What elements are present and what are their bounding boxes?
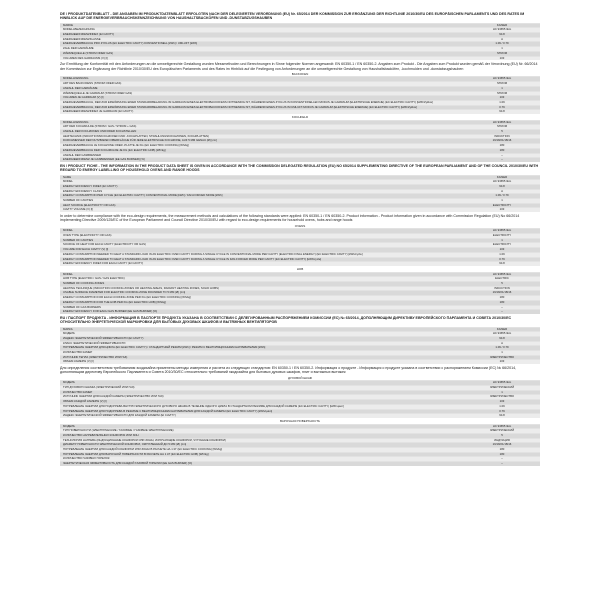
spec-value: 1 [501, 46, 503, 51]
table-title: ДУХОВОЙ ШКАФ [287, 375, 313, 380]
spec-label: ENERGIEVERBRAUCH, DER ZUR ERWÄRMUNG EINER STANDARDBELADUNG IM GARRAUM EINES ELEKTROBACKOFENS NOTWENDIG IST, WÄHREND EINES ZYKLUS IM UMLUFT-MODUS JE GARRAUM (ELEKTRISCHE ENERGIE) (EC ELECTRIC CAVITY) [kWh/Zyklus] [63, 104, 417, 109]
spec-label: HOB TYPE (ELECTRIC / GAS / GAS ELECTRIC) [63, 276, 125, 281]
spec-label: ИНДЕКС ЭНЕРГЕТИЧЕСКОЙ ЭФФЕКТИВНОСТИ ДЛЯ КАЖДОЙ КАМЕРЫ (EI CAVITY) [63, 413, 176, 418]
spec-label: ПОТРЕБЛЕНИЕ ЭНЕРГИИ ДЛЯ ЦИКЛА (EC ELECTRIC CAVITY) / СТАНДАРТНЫЙ РЕЖИМ [kWh] / РЕЖИМ С ВЕНТИЛЯЦИОННЫМ НАГРЕВАТЕЛЕМ [kWh] [63, 345, 266, 350]
spec-value: HC 93655 IEm [492, 76, 512, 81]
spec-label: NAME [63, 174, 72, 179]
spec-label: SOURCE OF HEAT FOR EACH CAVITY (ELECTRICITY OR GAS) [63, 242, 146, 247]
section-heading: EN / PRODUCT FICHE - THE INFORMATION IN THE PRODUCT DATA SHEET IS GIVEN IN ACCORDANCE WITH THE COMMISSION DELEGATED REGULATION (EU) NO 65/2014 SUPPLEMENTING DIRECTIVE OF THE EUROPEAN PARLIAMENT AND OF THE COUNCIL 2010/30/EU WITH REGARD TO ENERGY LABELLING OF HOUSEHOLD OVENS AND RANGE HOODS [60, 163, 539, 173]
spec-label: MODEL [63, 271, 73, 276]
spec-row [60, 51, 540, 56]
spec-value: STROM [496, 90, 508, 95]
spec-table [60, 272, 540, 314]
spec-row [60, 309, 540, 314]
spec-label: ZAHL DER GARRÄUME [63, 46, 94, 51]
table-title: KOCHFELD [291, 115, 309, 120]
spec-row [60, 433, 540, 438]
spec-label: МАРКА [63, 326, 73, 331]
spec-row [60, 23, 540, 28]
table-title: ВАРОЧНАЯ ПОВЕРХНОСТЬ [280, 418, 320, 423]
spec-row [60, 157, 540, 162]
spec-label: VOLUMEN DES GARRAUMS (V) [l] [63, 55, 108, 60]
spec-value: ELECTRICITY [492, 233, 512, 238]
spec-label: NUMBER OF GAS BURNERS [63, 304, 101, 309]
spec-value: A [501, 340, 503, 345]
spec-row [60, 207, 540, 212]
section-heading: DE / PRODUKTDATENBLATT - DIE ANGABEN IM PRODUKTDATENBLATT ERFOLGTEN NACH DER DELEGIERTEN VERORDNUNG (EU) Nr. 65/2014 DER KOMMISSION ZUR ERGÄNZUNG DER RICHTLINIE 2010/30/EU DES EUROPÄISCHEN PARLAMENTS UND DES RATES IM HINBLICK AUF DIE ENERGIEVERBRAUCHSKENNZEICHNUNG VON HAUSHALTSBACKÖFEN UND -DUNSTABZUGSHAUBEN [60, 12, 525, 21]
spec-row [60, 81, 540, 86]
spec-label: VOLUMEN JE GARRAUM (V) [l] [63, 95, 104, 100]
spec-label: ENERGIEVERBRAUCH DER KOCHMULDE JE KG (EC ELECTRIC HOB) [Wh/kg] [63, 147, 166, 152]
spec-label: ENERGY EFFICIENCY CLASS [63, 188, 103, 193]
spec-label: ENERGIEVERBRAUCH PRO ZYKLUS (EC ELECTRIC CAVITY) KONVENTIONELL [kWh] / UMLUFT [kWh] [63, 41, 198, 46]
spec-label: ANZAHL DER KOCHZONEN UND/ODER KOCHSTELLEN [63, 129, 137, 134]
spec-value: 180 [499, 299, 505, 304]
spec-value: 1.09 / 0.79 [495, 345, 509, 350]
spec-value: HC 93655 IEm [492, 179, 512, 184]
spec-value: 0.79 [499, 104, 505, 109]
spec-value: ЭЛЕКТРИЧЕСТВО [489, 354, 515, 359]
spec-row [60, 86, 540, 91]
spec-row [60, 27, 540, 32]
spec-value: 94.8 [499, 32, 505, 36]
spec-label: ПОТРЕБЛЕНИЕ ЭНЕРГИИ ДЛЯ ПОДОГРЕВА ВНУТРИ ЭЛЕКТРИЧЕСКОГО ДУХОВОГО ШКАФА В ТЕЧЕНИЕ ОДНОГО ЦИКЛА В СТАНДАРТНОМ РЕЖИМЕ ДЛЯ КАЖДОЙ КАМЕРЫ (EC ELECTRIC CAVITY) [kWh/цикл] [63, 403, 344, 408]
spec-row [60, 394, 540, 399]
spec-label: ART DER KOCHMULDE (STROM / GAS / STROM + GAS) [63, 124, 137, 129]
spec-label: WÄRMEQUELLE JE GARRAUM (STROM ODER GAS) [63, 90, 133, 95]
spec-table [60, 424, 540, 466]
spec-value: KAISER [496, 22, 508, 27]
spec-value: HC 93655 IEm [492, 27, 512, 32]
spec-value: 16/18/21/18/16 [492, 442, 512, 447]
spec-value: 1 [501, 389, 503, 394]
spec-label: ENERGY CONSUMPTION FOR THE HOB PER KG (EC ELECTRIC HOB) [Wh/kg] [63, 299, 166, 304]
spec-table [60, 327, 540, 365]
spec-value: 1 [501, 237, 503, 242]
spec-row [60, 100, 540, 105]
spec-row [60, 91, 540, 96]
spec-row [60, 46, 540, 51]
spec-label: ЭНЕРГЕТИЧЕСКАЯ ЭФФЕКТИВНОСТЬ ДЛЯ КАЖДОЙ ГАЗОВОЙ ГОРЕЛКИ (EE GAS BURNER) [%] [63, 461, 193, 466]
spec-row [60, 345, 540, 350]
spec-row [60, 76, 540, 81]
spec-value: 94.8 [499, 413, 505, 418]
spec-label: ОБЪЕМ КАЖДОЙ КАМЕРЫ (V) [l] [63, 399, 107, 404]
spec-value: A [501, 188, 503, 193]
spec-value: 180 [499, 295, 505, 300]
spec-value: STROM [496, 124, 508, 129]
spec-label: ANZAHL DER GASBRENNER [63, 152, 101, 157]
spec-value: HC 93655 IEm [492, 380, 512, 385]
spec-row [60, 336, 540, 341]
spec-label: WÄRMEQUELLE (STROM ODER GAS) [63, 50, 114, 55]
spec-value: 103 [499, 359, 505, 364]
spec-table [60, 228, 540, 266]
spec-value: 5 [501, 280, 503, 285]
spec-label: ENERGIEVERBRAUCH JE KOCHZONE ODER -PLATTE JE KG (EC ELECTRIC COOKING) [Wh/kg] [63, 143, 189, 148]
spec-value: 94.8 [499, 183, 505, 188]
spec-value: 180 [499, 147, 505, 152]
spec-table [60, 23, 540, 61]
spec-value: 1.09 [499, 403, 505, 408]
spec-value: ИНДУКЦИЯ [494, 437, 510, 442]
spec-row [60, 413, 540, 418]
spec-value: HC 93655 IEm [492, 119, 512, 124]
spec-label: ИСТОЧНИК ТЕПЛА (ЭЛЕКТРИЧЕСТВО ИЛИ ГАЗ) [63, 354, 128, 359]
table-title: BACKOFEN [291, 71, 309, 76]
spec-label: MODELLKENNUNG [63, 119, 89, 124]
spec-label: ОБЪЕМ КАМЕРЫ (V) [l] [63, 359, 94, 364]
compliance-note: In order to determine compliance with the eco-design requirements, the measurement methods and calculations of the following standards were applied: EN 60350-1 / EN 60350-2. Product information - Product information given in accordance with Commission Regulation (EU) No 66/2014 implementing Directive 2009/125/EC of the European Parliament and Council Directive 2010/30/EU with regard to eco-design requirements for household ovens, hobs and range hoods [60, 214, 520, 223]
spec-label: DURCHMESSER DER NUTZBAREN OBERFLÄCHE FÜR JEDE ELEKTRISCHE KOCHZONE, AUF 5 MM GENAU (Ø) [cm] [63, 138, 217, 143]
spec-label: CAVITY VOLUME (V) [l] [63, 207, 93, 212]
spec-row [60, 276, 540, 281]
spec-table [60, 76, 540, 114]
spec-row [60, 32, 540, 37]
spec-value: 5 [501, 129, 503, 134]
spec-row [60, 184, 540, 189]
spec-label: ENERGY EFFICIENCY INDEX (EI CAVITY) [63, 183, 118, 188]
spec-label: NUMBER OF CAVITIES [63, 237, 94, 242]
spec-label: МОДЕЛЬ [63, 423, 75, 428]
spec-row [60, 233, 540, 238]
spec-value: HC 93655 IEm [492, 228, 512, 233]
spec-row [60, 385, 540, 390]
spec-value: 5 [501, 432, 503, 437]
table-title: HOB [296, 266, 304, 271]
spec-label: ENERGY CONSUMPTION NEEDED TO HEAT A STANDARD LOAD IN AN ELECTRIC OVEN CAVITY DURING A SINGLE CYCLE IN CONVENTIONAL MODE PER CAVITY (ELECTRIC FINAL ENERGY) (EC ELECTRIC CAVITY) [kWh/cycle] [63, 251, 363, 256]
spec-value: -- [501, 157, 503, 162]
spec-value: A [501, 36, 503, 41]
spec-row [60, 242, 540, 247]
spec-value: -- [501, 309, 503, 314]
spec-value: -- [501, 152, 503, 157]
spec-value: 103 [499, 247, 505, 252]
spec-value: 1.09 / 0.79 [495, 193, 509, 198]
spec-value: 1.09 [499, 251, 505, 256]
table-title: OVENS [294, 223, 306, 228]
spec-value: 16/18/21/18/16 [492, 290, 512, 295]
spec-value: 1 [501, 85, 503, 90]
spec-label: ENERGY CONSUMPTION PER CYCLE (EC ELECTRIC CAVITY) CONVENTIONAL MODE [kWh] / FAN-FORCED MODE [kWh] [63, 193, 223, 198]
spec-value: ELECTRIC [495, 276, 509, 281]
spec-value: ЭЛЕКТРИЧЕСКИЙ [489, 385, 515, 390]
spec-row [60, 404, 540, 409]
spec-row [60, 41, 540, 46]
spec-label: КЛАСС ЭНЕРГЕТИЧЕСКОЙ ЭФФЕКТИВНОСТИ [63, 340, 126, 345]
spec-label: ДИАМЕТР ПОВЕРХНОСТИ ЭЛЕКТРИЧЕСКОЙ КОНФОРКИ, ОКРУГЛЕННЫЙ ДО 5 ММ (Ø) [cm] [63, 442, 187, 447]
spec-value: 94.8 [499, 261, 505, 266]
spec-label: NUMBER OF CAVITIES [63, 198, 94, 203]
spec-label: ENERGIEVERBRAUCH, DER ZUR ERWÄRMUNG EINER STANDARDBELADUNG IM GARRAUM EINES ELEKTROBACKOFENS NOTWENDIG IST, WÄHREND EINES ZYKLUS IM KONVENTIONELLEN MODUS JE GARRAUM (ELEKTRISCHE ENERGIE) (EC ELECTRIC CAVITY) [kWh/Zyklus] [63, 99, 433, 104]
spec-value: KAISER [496, 326, 508, 331]
spec-row [60, 359, 540, 364]
spec-value: KAISER [496, 174, 508, 179]
spec-row [60, 300, 540, 305]
spec-label: VOLUME FOR EACH CAVITY (V) [l] [63, 247, 109, 252]
spec-label: КОЛИЧЕСТВО КАМЕР [63, 389, 93, 394]
spec-value: 103 [499, 55, 505, 60]
spec-value: 16/18/21/18/16 [492, 138, 512, 143]
spec-value: ЭЛЕКТРИЧЕСКИЙ [489, 428, 515, 433]
spec-label: КОЛИЧЕСТВО НАГРЕВАТЕЛЬНЫХ КОНФОРОК ИЛИ ЗОН [63, 432, 139, 437]
spec-value: INDUKTION [494, 133, 510, 138]
spec-value: 94.8 [499, 335, 505, 340]
spec-label: ENERGY EFFICIENCY INDEX FOR EACH CAVITY (EI CAVITY) [63, 261, 144, 266]
spec-row [60, 355, 540, 360]
compliance-note: Zur Ermittlung der Konformität mit den Anforderungen an die umweltgerechte Gestaltung wurden Messmethoden und Berechnungen in Sinne folgender Normen angewandt: EN 60350-1 / EN 60350-2. Angaben zum Produkt - Die Angaben zum Produkt wurden gemäß der Verordnung (EU) Nr. 66/2014 der Kommission zur Ergänzung der Richtlinie 2010/30/EU des Europäischen Parlaments und des Rates im Hinblick auf die Festlegung von Anforderungen an die umweltgerechte Gestaltung von Haushaltsbacköfen, -kochmulden und -dunstabzugshauben [60, 62, 538, 71]
spec-label: ПОТРЕБЛЕНИЕ ЭНЕРГИИ ДЛЯ ВАРОЧНОЙ ПОВЕРХНОСТИ В РАСЧЕТЕ НА 1 КГ (EC ELECTRIC HOB) [Wh/kg] [63, 451, 209, 456]
spec-label: NUMBER OF COOKING ZONES [63, 280, 105, 285]
spec-row [60, 109, 540, 114]
spec-value: 1 [501, 198, 503, 203]
spec-label: ENERGIEEFFIZIENZ JE GASBRENNER (EE GAS BURNER) [%] [63, 157, 145, 162]
compliance-note: Для определения соответствия требованиям экодизайна применены методы измерения и расчета из следующих стандартов: EN 60350-1 / EN 60350-2. Информация о продукте - Информация о продукте указана в соответствии с распоряжением Комиссии (ЕС) № 66/2014, дополняющим директиву Европейского Парламента и Совета 2010/30/ЕС относительно требований экодизайна для бытовых духовых шкафов, плит и вытяжных вытяжек [60, 366, 517, 375]
spec-row [60, 148, 540, 153]
spec-row [60, 198, 540, 203]
spec-row [60, 327, 540, 332]
spec-value: 180 [499, 451, 505, 456]
spec-row [60, 193, 540, 198]
spec-value: HC 93655 IEm [492, 423, 512, 428]
spec-label: ENERGIEEFFIZIENZINDEX JE GARRAUM (EI CAVITY) [63, 109, 134, 114]
spec-label: МОДЕЛЬ [63, 380, 75, 385]
spec-value: 103 [499, 399, 505, 404]
spec-label: MODELLBEZEICHNUNG [63, 27, 95, 32]
spec-row [60, 281, 540, 286]
spec-label: ИНДЕКС ЭНЕРГЕТИЧЕСКОЙ ЭФФЕКТИВНОСТИ (EI CAVITY) [63, 335, 144, 340]
spec-row [60, 179, 540, 184]
spec-label: HEAT SOURCE (ELECTRICITY OR GAS) [63, 202, 116, 207]
spec-label: ENERGY CONSUMPTION FOR EACH COOKING ZONE PER KG (EC ELECTRIC COOKING) [Wh/kg] [63, 295, 191, 300]
spec-label: MODEL [63, 179, 73, 184]
spec-value: 180 [499, 143, 505, 148]
spec-row [60, 228, 540, 233]
spec-value: HC 93655 IEm [492, 331, 512, 336]
spec-value: -- [501, 461, 503, 466]
spec-row [60, 272, 540, 277]
spec-label: КОЛИЧЕСТВО ГАЗОВЫХ ГОРЕЛОК [63, 456, 110, 461]
spec-label: USABLE SURFACE DIAMETER FOR ELECTRIC COOKING ZONE ROUNDED TO 5 MM (Ø) [cm] [63, 290, 186, 295]
spec-table [60, 175, 540, 213]
spec-row [60, 252, 540, 257]
spec-label: HEATING TECHNIQUE (INDUCTION COOKING ZONES OR HEATING AREAS, RADIANT HEATING ZONES, SOLID HOBS) [63, 285, 219, 290]
spec-label: ENERGY CONSUMPTION NEEDED TO HEAT A STANDARD LOAD IN AN ELECTRIC OVEN CAVITY DURING A SINGLE CYCLE IN FAN-FORCED MODE PER CAVITY (EC ELECTRIC CAVITY) [kWh/cycle] [63, 256, 322, 261]
spec-label: ПОТРЕБЛЕНИЕ ЭНЕРГИИ ДЛЯ ПОДОГРЕВА В РЕЖИМЕ С ВЕНТИЛЯЦИОННЫМ НАГРЕВАТЕЛЕМ ДЛЯ КАЖДОЙ КАМЕРЫ (EC ELECTRIC CAVITY) [kWh/цикл] [63, 408, 273, 413]
spec-value: 1 [501, 350, 503, 355]
spec-row [60, 461, 540, 466]
spec-row [60, 175, 540, 180]
spec-value: -- [501, 304, 503, 309]
spec-row [60, 261, 540, 266]
spec-value: ELECTRICITY [492, 242, 512, 247]
spec-label: ИСТОЧНИК ЭНЕРГИИ ДЛЯ КАЖДОЙ КАМЕРЫ (ЭЛЕКТРИЧЕСТВО ИЛИ ГАЗ) [63, 394, 164, 399]
product-fiche-document [60, 12, 540, 587]
spec-label: OVEN TYPE (ELECTRICITY OR GAS) [63, 233, 112, 238]
spec-label: HEIZTECHNIK (INDUKTIONSKOCHZONEN UND -KOCHPLATTEN, STRAHLUNGSKOCHZONEN, KOCHPLATTEN) [63, 133, 209, 138]
spec-value: 94.8 [499, 109, 505, 114]
spec-value: STROM [496, 50, 508, 55]
spec-row [60, 452, 540, 457]
spec-value: 1.09 / 0.79 [495, 41, 509, 46]
spec-table [60, 120, 540, 162]
spec-row [60, 350, 540, 355]
spec-label: МОДЕЛЬ [63, 331, 75, 336]
spec-value: HC 93655 IEm [492, 271, 512, 276]
spec-label: MODELLKENNUNG [63, 76, 89, 81]
spec-table [60, 380, 540, 418]
spec-label: КОЛИЧЕСТВО КАМЕР [63, 350, 93, 355]
spec-value: 0.79 [499, 408, 505, 413]
spec-value: -- [501, 456, 503, 461]
section-heading: RU / ПАСПОРТ ПРОДУКТА - ИНФОРМАЦИЯ В ПАСПОРТЕ ПРОДУКТА УКАЗАНА В СООТВЕТСТВИИ С ДЕЛЕГИРОВАННЫМ РАСПОРЯЖЕНИЕМ КОМИССИИ (ЕС) № 65/2014, ДОПОЛНЯЮЩИМ ДИРЕКТИВУ ЕВРОПЕЙСКОГО ПАРЛАМЕНТА И СОВЕТА 2010/30/ЕС ОТНОСИТЕЛЬНО ЭНЕРГЕТИЧЕСКОЙ МАРКИРОВКИ ДЛЯ БЫТОВЫХ ДУХОВЫХ ШКАФОВ И ВЫТЯЖНЫХ ВЕНТИЛЯТОРОВ [60, 315, 512, 325]
spec-label: ENERGIEEFFIZIENZKLASSE [63, 36, 101, 41]
spec-label: ANZAHL DER GARRÄUME [63, 85, 98, 90]
spec-value: 0.79 [499, 256, 505, 261]
spec-value: 1.09 [499, 99, 505, 104]
spec-value: ELECTRICITY [492, 202, 512, 207]
spec-value: INDUCTION [494, 285, 510, 290]
spec-label: ТЕХНОЛОГИЯ НАГРЕВА (ИНДУКЦИОННЫЕ КОНФОРКИ ИЛИ ЗОНЫ, ИЗЛУЧАЮЩИЕ КОНФОРКИ, ЧУГУННЫЕ КОНФОРКИ) [63, 437, 226, 442]
spec-value: STROM [496, 81, 508, 86]
spec-label: ТИП ДУХОВОГО ШКАФА (ЭЛЕКТРИЧЕСКИЙ ИЛИ ГАЗ) [63, 385, 135, 390]
spec-label: MODEL [63, 228, 73, 233]
spec-label: ENERGIEEFFIZIENZINDEX (EI CAVITY) [63, 32, 115, 36]
spec-label: ПОТРЕБЛЕНИЕ ЭНЕРГИИ ДЛЯ КАЖДОЙ КОНФОРКИ ИЛИ ЗОНЫ В РАСЧЕТЕ НА 1 КГ (EC ELECTRIC COOKING) [Wh/kg] [63, 447, 223, 452]
spec-label: ART DES BACKOFENS (STROM ODER GAS) [63, 81, 122, 86]
spec-value: 180 [499, 447, 505, 452]
spec-label: ТИП ПОВЕРХНОСТИ (ЭЛЕКТРИЧЕСКИЕ / ГАЗОВЫЕ / ГАЗОВЫЕ ЭЛЕКТРИЧЕСКИЕ) [63, 428, 174, 433]
spec-label: MARKE [63, 22, 73, 27]
spec-row [60, 56, 540, 61]
spec-row [60, 203, 540, 208]
spec-label: ENERGY EFFICIENCY FOR EACH GAS BURNER (EE GAS BURNER) [%] [63, 309, 158, 314]
spec-value: 103 [499, 95, 505, 100]
spec-value: 103 [499, 207, 505, 212]
spec-value: ЭЛЕКТРИЧЕСТВО [489, 394, 515, 399]
